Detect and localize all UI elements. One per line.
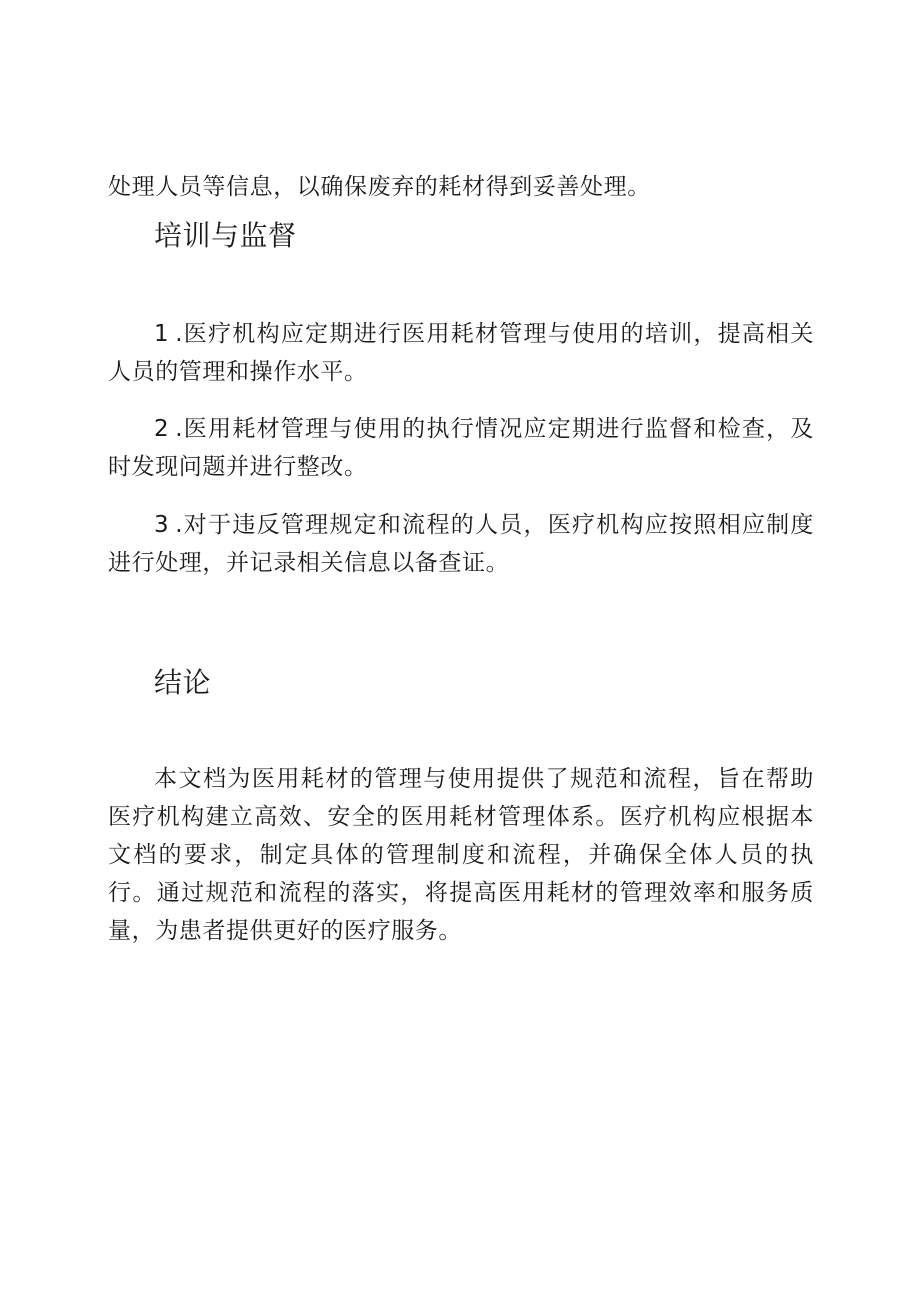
conclusion-paragraph: 本文档为医用耗材的管理与使用提供了规范和流程，旨在帮助医疗机构建立高效、安全的医用耗材管理体系。医疗机构应根据本文档的要求，制定具体的管理制度和流程，并确保全体人员的执行。通过规范和流程的落实，将提高医用耗材的管理效率和服务质量，为患者提供更好的医疗服务。 — [108, 766, 814, 944]
list-item-text: .对于违反管理规定和流程的人员，医疗机构应按照相应制度进行处理，并记录相关信息以备查证。 — [108, 512, 814, 576]
list-item-2 — [108, 410, 814, 486]
section-heading-training: 培训与监督 — [154, 219, 297, 252]
list-item-3 — [108, 506, 814, 582]
continuation-paragraph: 处理人员等信息，以确保废弃的耗材得到妥善处理。 — [108, 174, 651, 200]
list-item-text: .医疗机构应定期进行医用耗材管理与使用的培训，提高相关人员的管理和操作水平。 — [108, 321, 814, 385]
list-item-number: 3 — [154, 512, 170, 538]
section-heading-conclusion: 结论 — [154, 666, 212, 699]
list-item-number: 1 — [154, 321, 170, 347]
list-item-number: 2 — [154, 416, 170, 442]
list-item-1 — [108, 315, 814, 391]
list-item-text: .医用耗材管理与使用的执行情况应定期进行监督和检查，及时发现问题并进行整改。 — [108, 416, 814, 480]
